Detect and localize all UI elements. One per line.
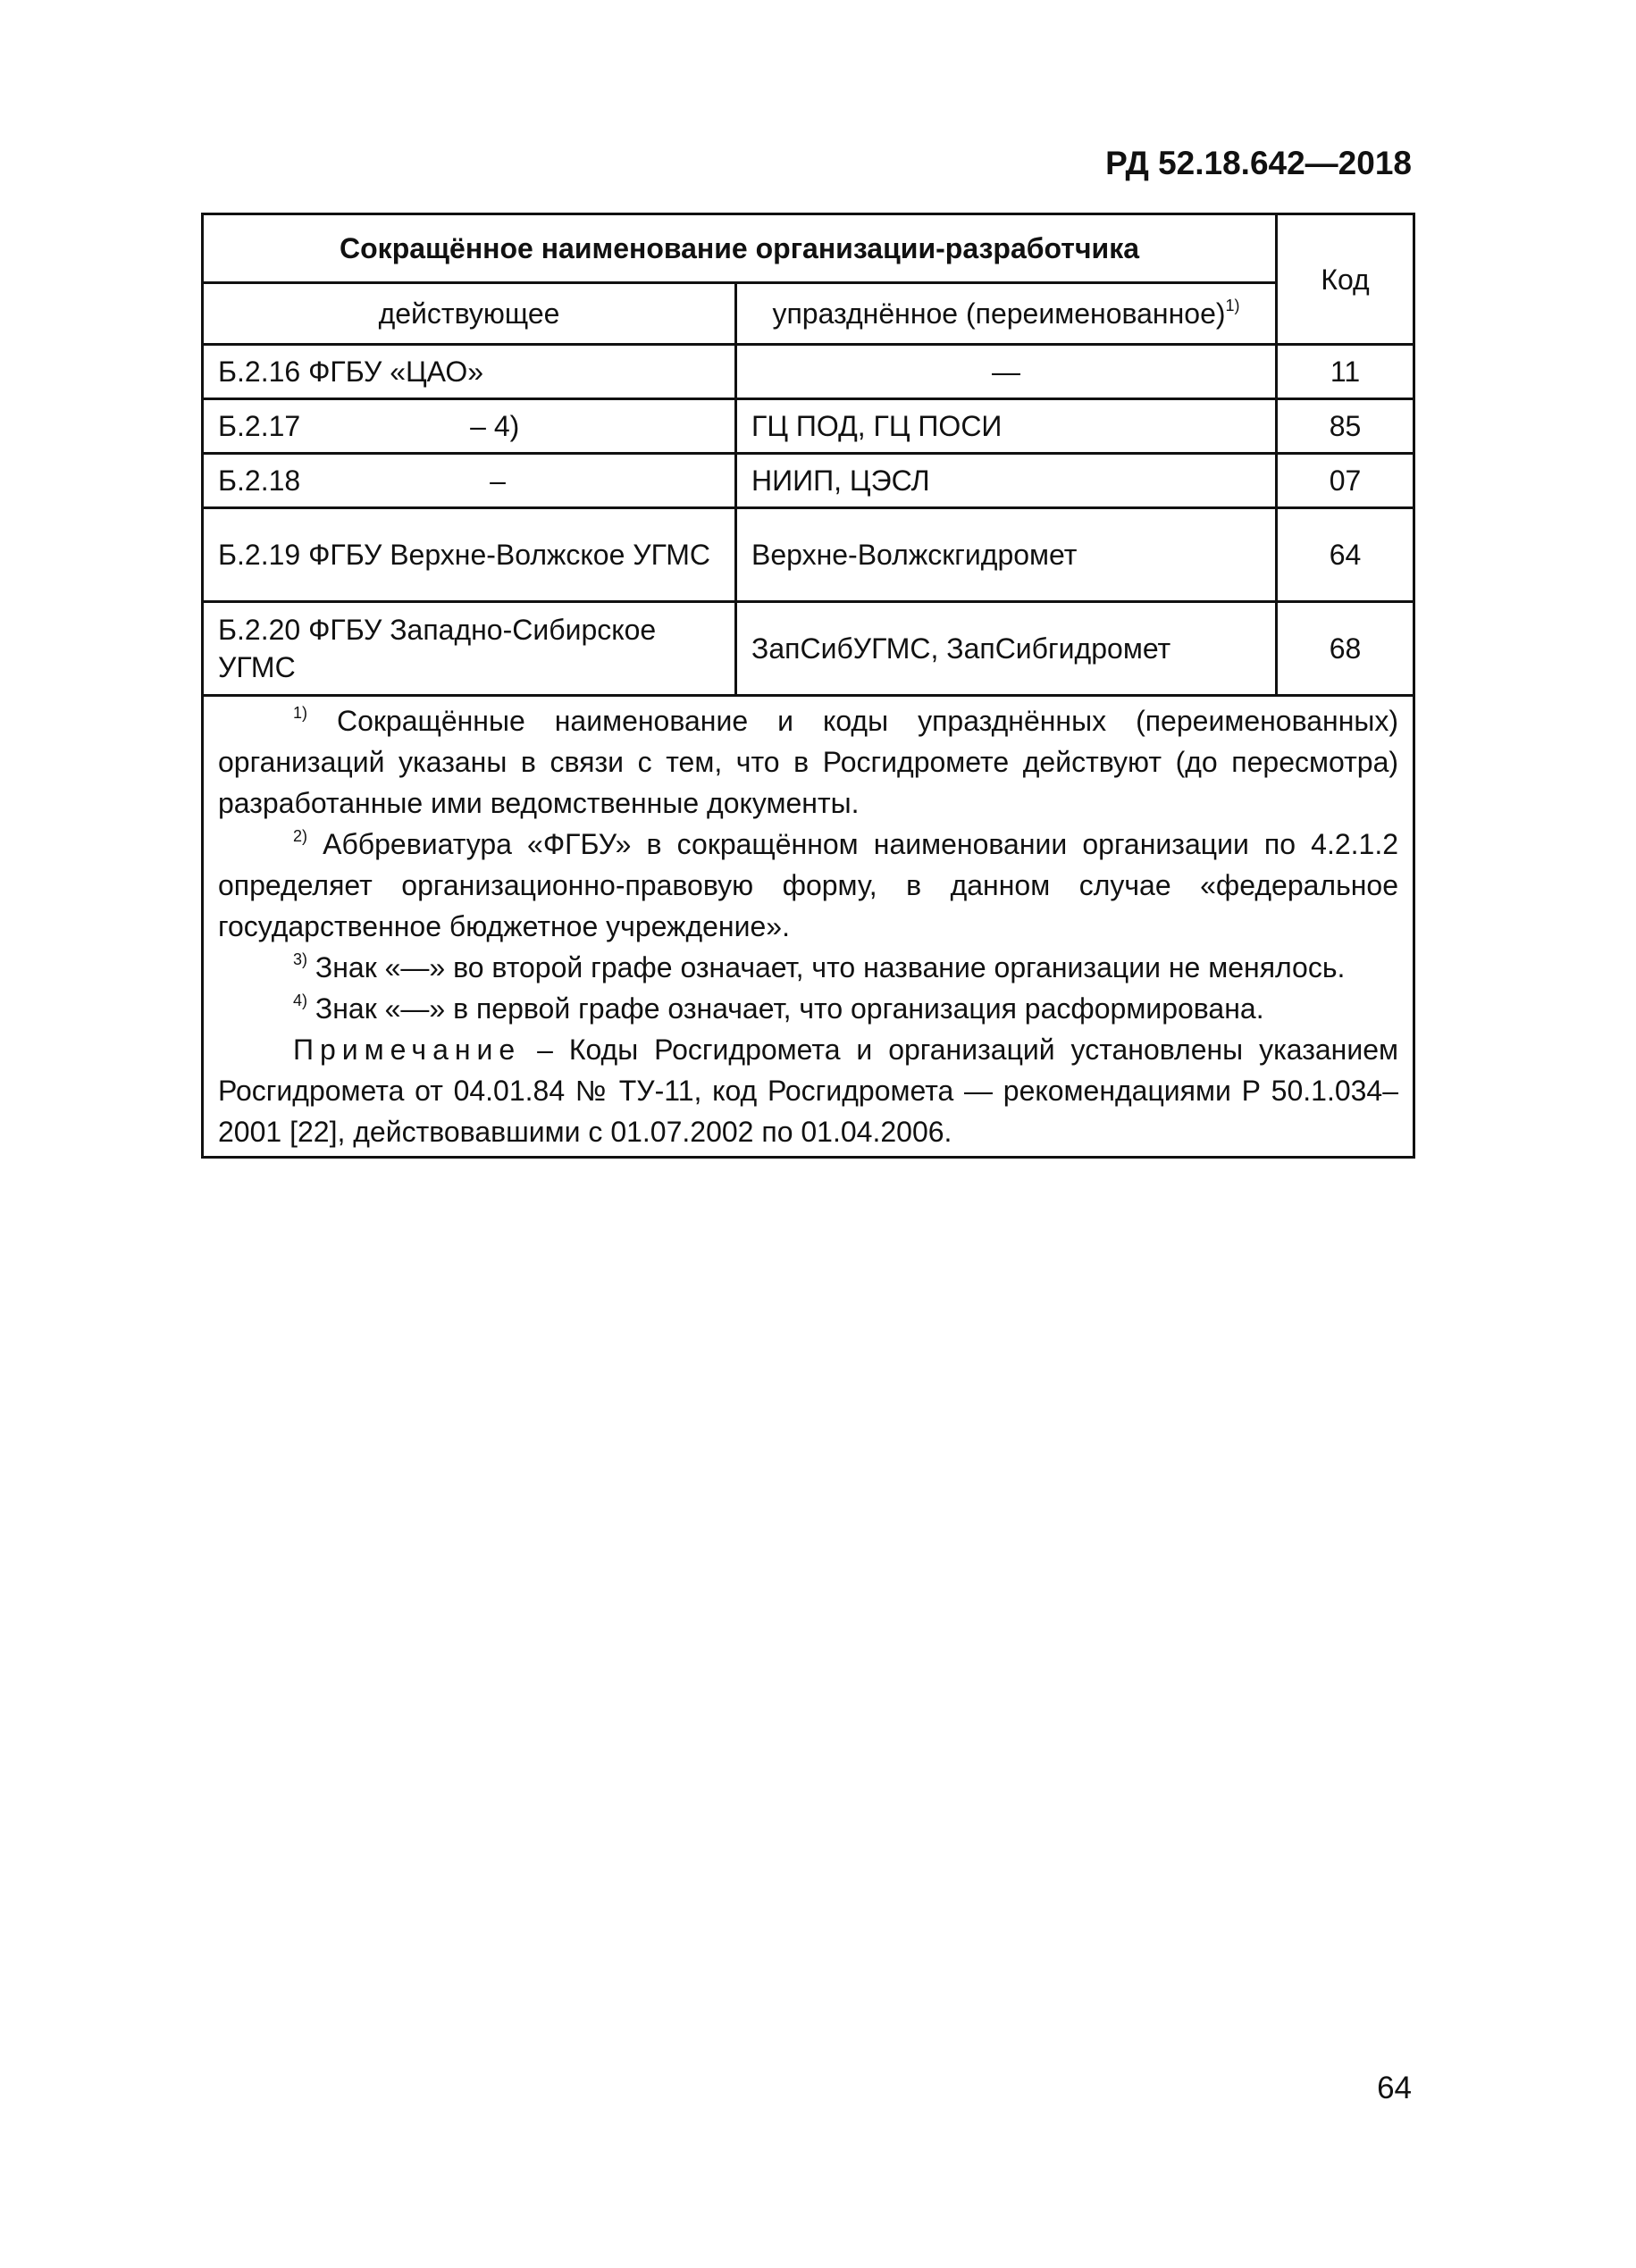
cell-current: Б.2.16 ФГБУ «ЦАО» [203,345,736,399]
cell-abolished: ЗапСибУГМС, ЗапСибгидромет [736,602,1277,696]
cell-abolished: ГЦ ПОД, ГЦ ПОСИ [736,399,1277,454]
header-group-title: Сокращённое наименование организации-разработчика [203,214,1277,283]
table-row [203,345,1414,399]
cell-current: Б.2.20 ФГБУ Западно-Сибирское УГМС [203,602,736,696]
header-code: Код [1277,214,1414,345]
table-row [203,508,1414,602]
table-row [203,454,1414,508]
cell-code: 85 [1277,399,1414,454]
document-code: РД 52.18.642—2018 [1105,145,1412,181]
cell-code: 07 [1277,454,1414,508]
footnote-2: $^{2)}$ Аббревиатура «ФГБУ» в сокращённом наименовании организации по 4.2.1.2 определяет организационно-правовую форму, в данном случае «федеральное государственное бюджетное учреждение». [218,827,1399,942]
header-current: действующее [203,283,736,345]
table-notes [203,696,1414,1158]
header-abolished: упразднённое (переименованное)$^{1)}$ [736,283,1277,345]
cell-current: Б.2.18 – [203,454,736,508]
cell-abolished: НИИП, ЦЭСЛ [736,454,1277,508]
table-row [203,602,1414,696]
cell-code: 64 [1277,508,1414,602]
footnote-1: $^{1)}$ Сокращённые наименование и коды упразднённых (переименованных) организаций указаны в связи с тем, что в Росгидромете действуют (до пересмотра) разработанные ими ведомственные документы. [218,704,1399,819]
cell-abolished: — [736,345,1277,399]
page-number: 64 [1377,2071,1412,2105]
cell-code: 68 [1277,602,1414,696]
organizations-table [201,213,1415,1159]
footnote-mark: 1) [1225,297,1240,314]
table-remark: Примечание – Коды Росгидромета и организаций установлены указанием Росгидромета от 04.01.84 № ТУ-11, код Росгидромета — рекомендациями Р 50.1.034–2001 [22], действовавшими с 01.07.2002 по 01.04.2006. [218,1034,1399,1148]
cell-current: Б.2.17 – 4) [203,399,736,454]
cell-code: 11 [1277,345,1414,399]
footnote-3: $^{3)}$ Знак «—» во второй графе означает, что название организации не менялось. [293,950,1346,983]
cell-current: Б.2.19 ФГБУ Верхне-Волжское УГМС [203,508,736,602]
table-row [203,399,1414,454]
cell-abolished: Верхне-Волжскгидромет [736,508,1277,602]
footnote-4: $^{4)}$ Знак «—» в первой графе означает, что организация расформирована. [293,992,1264,1025]
